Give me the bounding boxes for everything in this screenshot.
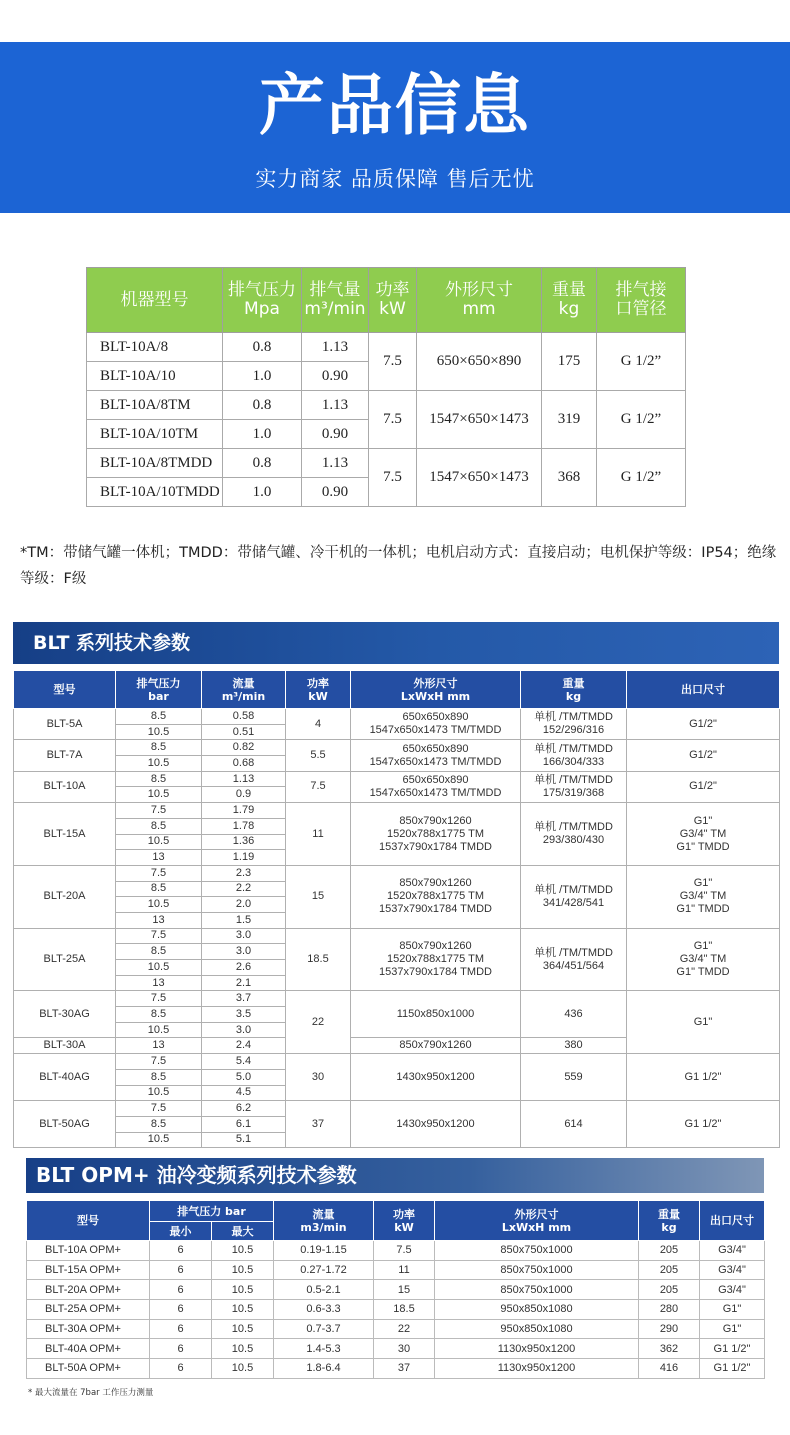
table-row (14, 928, 780, 944)
cell-weight: 单机 /TM/TMDD 341/428/541 (521, 865, 627, 928)
col-header: 排气量 m³/min (302, 268, 369, 333)
cell-power: 30 (374, 1339, 435, 1359)
cell-power: 30 (286, 1054, 351, 1101)
cell-weight: 单机 /TM/TMDD 364/451/564 (521, 928, 627, 991)
cell-size: 650×650×890 (417, 333, 542, 391)
cell-pressure: 8.5 (116, 740, 202, 756)
cell-model: BLT-25A (14, 928, 116, 991)
cell-flow: 1.4-5.3 (274, 1339, 374, 1359)
cell-model: BLT-30AG (14, 991, 116, 1038)
cell-size: 1547×650×1473 (417, 449, 542, 507)
cell-outlet: G 1/2” (597, 391, 686, 449)
opm-series-table (26, 1200, 765, 1379)
cell-flow: 1.19 (202, 850, 286, 866)
cell-size: 650x650x890 1547x650x1473 TM/TMDD (351, 740, 521, 771)
cell-flow: 0.27-1.72 (274, 1260, 374, 1280)
cell-model: BLT-10A/8 (87, 333, 223, 362)
cell-weight: 单机 /TM/TMDD 175/319/368 (521, 771, 627, 802)
cell-pressure: 1.0 (223, 362, 302, 391)
cell-power: 7.5 (369, 333, 417, 391)
cell-size: 850x750x1000 (435, 1241, 639, 1261)
cell-flow: 0.58 (202, 709, 286, 725)
cell-pressure: 13 (116, 975, 202, 991)
cell-size: 850x790x1260 1520x788x1775 TM 1537x790x1784 TMDD (351, 865, 521, 928)
cell-pressure-max: 10.5 (212, 1319, 274, 1339)
cell-pressure: 8.5 (116, 1007, 202, 1023)
cell-pressure: 10.5 (116, 1132, 202, 1148)
cell-power: 37 (374, 1359, 435, 1379)
cell-model: BLT-15A (14, 803, 116, 866)
table-row (14, 865, 780, 881)
cell-power: 7.5 (374, 1241, 435, 1261)
cell-flow: 0.68 (202, 756, 286, 772)
cell-flow: 2.4 (202, 1038, 286, 1054)
cell-pressure: 1.0 (223, 420, 302, 449)
cell-flow: 0.82 (202, 740, 286, 756)
cell-outlet: G3/4" (700, 1260, 765, 1280)
col-header: 排气接 口管径 (597, 268, 686, 333)
cell-power: 22 (286, 991, 351, 1054)
cell-weight: 362 (639, 1339, 700, 1359)
cell-flow: 0.90 (302, 478, 369, 507)
cell-pressure-max: 10.5 (212, 1280, 274, 1300)
cell-power: 15 (286, 865, 351, 928)
col-header-power: 功率 kW (374, 1201, 435, 1241)
cell-power: 7.5 (369, 449, 417, 507)
cell-flow: 5.0 (202, 1069, 286, 1085)
cell-pressure-max: 10.5 (212, 1300, 274, 1320)
cell-flow: 6.2 (202, 1101, 286, 1117)
cell-outlet: G1/2" (627, 709, 780, 740)
col-header-max: 最大 (212, 1222, 274, 1241)
section-title-blt: BLT 系列技术参数 (13, 622, 779, 664)
cell-outlet: G1 1/2" (700, 1359, 765, 1379)
table-row (27, 1319, 765, 1339)
col-header: 外形尺寸 LxWxH mm (351, 671, 521, 709)
table-row (27, 1359, 765, 1379)
col-header: 型号 (14, 671, 116, 709)
cell-pressure: 8.5 (116, 1116, 202, 1132)
cell-pressure: 7.5 (116, 865, 202, 881)
cell-model: BLT-10A/8TMDD (87, 449, 223, 478)
cell-pressure: 10.5 (116, 834, 202, 850)
cell-flow: 1.8-6.4 (274, 1359, 374, 1379)
cell-pressure: 1.0 (223, 478, 302, 507)
cell-size: 1430x950x1200 (351, 1054, 521, 1101)
cell-outlet: G1" (627, 991, 780, 1054)
table-row (14, 803, 780, 819)
cell-pressure: 10.5 (116, 960, 202, 976)
cell-weight: 单机 /TM/TMDD 152/296/316 (521, 709, 627, 740)
cell-size: 850x790x1260 1520x788x1775 TM 1537x790x1784 TMDD (351, 928, 521, 991)
cell-model: BLT-15A OPM+ (27, 1260, 150, 1280)
cell-weight: 319 (542, 391, 597, 449)
cell-outlet: G1 1/2" (627, 1101, 780, 1148)
cell-weight: 559 (521, 1054, 627, 1101)
table-row (14, 740, 780, 756)
col-header-outlet: 出口尺寸 (700, 1201, 765, 1241)
cell-weight: 368 (542, 449, 597, 507)
cell-pressure: 0.8 (223, 333, 302, 362)
cell-pressure-max: 10.5 (212, 1241, 274, 1261)
table-row (27, 1339, 765, 1359)
cell-outlet: G1" G3/4" TM G1" TMDD (627, 865, 780, 928)
col-header-flow: 流量 m3/min (274, 1201, 374, 1241)
table-row (27, 1241, 765, 1261)
table-row (14, 771, 780, 787)
cell-flow: 1.13 (302, 391, 369, 420)
footnote-tm: *TM：带储气罐一体机；TMDD：带储气罐、冷干机的一体机；电机启动方式：直接启动；电机保护等级：IP54；绝缘等级：F级 (20, 545, 777, 587)
cell-power: 37 (286, 1101, 351, 1148)
cell-model: BLT-50AG (14, 1101, 116, 1148)
cell-outlet: G1" G3/4" TM G1" TMDD (627, 803, 780, 866)
cell-model: BLT-10A/10TM (87, 420, 223, 449)
cell-flow: 1.13 (202, 771, 286, 787)
cell-model: BLT-30A (14, 1038, 116, 1054)
table-row (14, 991, 780, 1007)
footnote-max-flow: * 最大流量在 7bar 工作压力测量 (28, 1388, 154, 1398)
cell-pressure: 7.5 (116, 991, 202, 1007)
cell-pressure: 7.5 (116, 928, 202, 944)
cell-pressure: 0.8 (223, 391, 302, 420)
cell-outlet: G1 1/2" (627, 1054, 780, 1101)
cell-flow: 0.51 (202, 724, 286, 740)
cell-model: BLT-20A OPM+ (27, 1280, 150, 1300)
cell-model: BLT-50A OPM+ (27, 1359, 150, 1379)
cell-size: 1547×650×1473 (417, 391, 542, 449)
cell-pressure: 7.5 (116, 803, 202, 819)
cell-pressure: 10.5 (116, 787, 202, 803)
cell-model: BLT-10A/8TM (87, 391, 223, 420)
cell-weight: 175 (542, 333, 597, 391)
cell-flow: 1.13 (302, 333, 369, 362)
col-header: 流量 m³/min (202, 671, 286, 709)
cell-outlet: G1" (700, 1300, 765, 1320)
cell-outlet: G1/2" (627, 740, 780, 771)
cell-pressure: 8.5 (116, 771, 202, 787)
cell-power: 11 (286, 803, 351, 866)
cell-flow: 3.7 (202, 991, 286, 1007)
cell-outlet: G1" G3/4" TM G1" TMDD (627, 928, 780, 991)
col-header: 功率 kW (286, 671, 351, 709)
cell-pressure-max: 10.5 (212, 1359, 274, 1379)
cell-model: BLT-40A OPM+ (27, 1339, 150, 1359)
cell-flow: 5.4 (202, 1054, 286, 1070)
cell-weight: 单机 /TM/TMDD 293/380/430 (521, 803, 627, 866)
cell-flow: 0.19-1.15 (274, 1241, 374, 1261)
cell-model: BLT-40AG (14, 1054, 116, 1101)
cell-model: BLT-10A/10 (87, 362, 223, 391)
cell-flow: 0.90 (302, 362, 369, 391)
cell-pressure: 10.5 (116, 724, 202, 740)
table-row (14, 1101, 780, 1117)
product-info-table (86, 267, 686, 507)
col-header: 外形尺寸 mm (417, 268, 542, 333)
cell-weight: 290 (639, 1319, 700, 1339)
cell-weight: 436 (521, 991, 627, 1038)
cell-size: 950x850x1080 (435, 1319, 639, 1339)
table-row (27, 1280, 765, 1300)
cell-size: 650x650x890 1547x650x1473 TM/TMDD (351, 709, 521, 740)
cell-weight: 205 (639, 1260, 700, 1280)
cell-outlet: G 1/2” (597, 333, 686, 391)
cell-model: BLT-5A (14, 709, 116, 740)
cell-pressure-min: 6 (150, 1359, 212, 1379)
cell-model: BLT-10A/10TMDD (87, 478, 223, 507)
cell-pressure: 0.8 (223, 449, 302, 478)
cell-weight: 380 (521, 1038, 627, 1054)
cell-size: 850x750x1000 (435, 1280, 639, 1300)
col-header-weight: 重量 kg (639, 1201, 700, 1241)
cell-flow: 0.90 (302, 420, 369, 449)
cell-flow: 0.7-3.7 (274, 1319, 374, 1339)
cell-pressure: 10.5 (116, 1085, 202, 1101)
cell-flow: 0.6-3.3 (274, 1300, 374, 1320)
table-row (87, 391, 686, 420)
blt-series-table (13, 670, 780, 1148)
cell-weight: 单机 /TM/TMDD 166/304/333 (521, 740, 627, 771)
cell-model: BLT-20A (14, 865, 116, 928)
cell-pressure: 8.5 (116, 944, 202, 960)
cell-flow: 1.36 (202, 834, 286, 850)
col-header: 机器型号 (87, 268, 223, 333)
col-header: 功率 kW (369, 268, 417, 333)
cell-flow: 1.13 (302, 449, 369, 478)
col-header: 重量 kg (542, 268, 597, 333)
cell-pressure: 8.5 (116, 709, 202, 725)
cell-power: 11 (374, 1260, 435, 1280)
cell-model: BLT-30A OPM+ (27, 1319, 150, 1339)
cell-pressure-min: 6 (150, 1339, 212, 1359)
cell-flow: 3.0 (202, 944, 286, 960)
cell-flow: 3.5 (202, 1007, 286, 1023)
cell-flow: 6.1 (202, 1116, 286, 1132)
col-header-pressure: 排气压力 bar (150, 1201, 274, 1222)
cell-pressure-min: 6 (150, 1260, 212, 1280)
cell-power: 7.5 (286, 771, 351, 802)
cell-power: 5.5 (286, 740, 351, 771)
cell-outlet: G1/2" (627, 771, 780, 802)
cell-model: BLT-7A (14, 740, 116, 771)
cell-power: 22 (374, 1319, 435, 1339)
cell-flow: 4.5 (202, 1085, 286, 1101)
cell-weight: 205 (639, 1280, 700, 1300)
cell-flow: 5.1 (202, 1132, 286, 1148)
cell-weight: 614 (521, 1101, 627, 1148)
cell-weight: 280 (639, 1300, 700, 1320)
cell-outlet: G3/4" (700, 1241, 765, 1261)
col-header: 重量 kg (521, 671, 627, 709)
cell-pressure: 13 (116, 850, 202, 866)
cell-power: 18.5 (374, 1300, 435, 1320)
cell-flow: 0.5-2.1 (274, 1280, 374, 1300)
cell-outlet: G1" (700, 1319, 765, 1339)
cell-model: BLT-25A OPM+ (27, 1300, 150, 1320)
cell-flow: 3.0 (202, 1022, 286, 1038)
cell-flow: 2.3 (202, 865, 286, 881)
cell-power: 18.5 (286, 928, 351, 991)
cell-size: 1430x950x1200 (351, 1101, 521, 1148)
cell-pressure: 10.5 (116, 897, 202, 913)
col-header-size: 外形尺寸 LxWxH mm (435, 1201, 639, 1241)
cell-flow: 2.6 (202, 960, 286, 976)
cell-pressure: 13 (116, 1038, 202, 1054)
table-row (87, 449, 686, 478)
cell-pressure: 7.5 (116, 1054, 202, 1070)
table-row (27, 1300, 765, 1320)
col-header: 排气压力 bar (116, 671, 202, 709)
cell-pressure-max: 10.5 (212, 1260, 274, 1280)
cell-flow: 3.0 (202, 928, 286, 944)
cell-pressure-min: 6 (150, 1300, 212, 1320)
cell-flow: 2.1 (202, 975, 286, 991)
cell-pressure-min: 6 (150, 1280, 212, 1300)
cell-power: 4 (286, 709, 351, 740)
cell-size: 850x790x1260 (351, 1038, 521, 1054)
cell-pressure: 7.5 (116, 1101, 202, 1117)
cell-pressure: 10.5 (116, 756, 202, 772)
cell-flow: 1.78 (202, 818, 286, 834)
cell-power: 7.5 (369, 391, 417, 449)
cell-flow: 1.5 (202, 912, 286, 928)
cell-flow: 0.9 (202, 787, 286, 803)
cell-pressure: 8.5 (116, 881, 202, 897)
cell-outlet: G1 1/2" (700, 1339, 765, 1359)
cell-weight: 416 (639, 1359, 700, 1379)
cell-pressure: 10.5 (116, 1022, 202, 1038)
cell-size: 1130x950x1200 (435, 1339, 639, 1359)
cell-pressure: 8.5 (116, 818, 202, 834)
cell-model: BLT-10A OPM+ (27, 1241, 150, 1261)
col-header-min: 最小 (150, 1222, 212, 1241)
cell-outlet: G3/4" (700, 1280, 765, 1300)
table-row (87, 333, 686, 362)
cell-weight: 205 (639, 1241, 700, 1261)
cell-flow: 2.0 (202, 897, 286, 913)
cell-flow: 1.79 (202, 803, 286, 819)
cell-flow: 2.2 (202, 881, 286, 897)
cell-size: 950x850x1080 (435, 1300, 639, 1320)
cell-pressure-min: 6 (150, 1241, 212, 1261)
table-row (27, 1260, 765, 1280)
col-header-model: 型号 (27, 1201, 150, 1241)
cell-size: 850x790x1260 1520x788x1775 TM 1537x790x1784 TMDD (351, 803, 521, 866)
section-title-opm: BLT OPM+ 油冷变频系列技术参数 (26, 1158, 764, 1193)
cell-pressure: 8.5 (116, 1069, 202, 1085)
page-title: 产品信息 (259, 67, 531, 144)
cell-size: 1150x850x1000 (351, 991, 521, 1038)
cell-pressure-max: 10.5 (212, 1339, 274, 1359)
col-header: 排气压力 Mpa (223, 268, 302, 333)
table-row (14, 709, 780, 725)
cell-power: 15 (374, 1280, 435, 1300)
cell-pressure-min: 6 (150, 1319, 212, 1339)
cell-size: 850x750x1000 (435, 1260, 639, 1280)
cell-outlet: G 1/2” (597, 449, 686, 507)
page-subtitle: 实力商家 品质保障 售后无忧 (255, 167, 535, 191)
table-row (14, 1054, 780, 1070)
col-header: 出口尺寸 (627, 671, 780, 709)
cell-size: 650x650x890 1547x650x1473 TM/TMDD (351, 771, 521, 802)
cell-model: BLT-10A (14, 771, 116, 802)
cell-pressure: 13 (116, 912, 202, 928)
cell-size: 1130x950x1200 (435, 1359, 639, 1379)
